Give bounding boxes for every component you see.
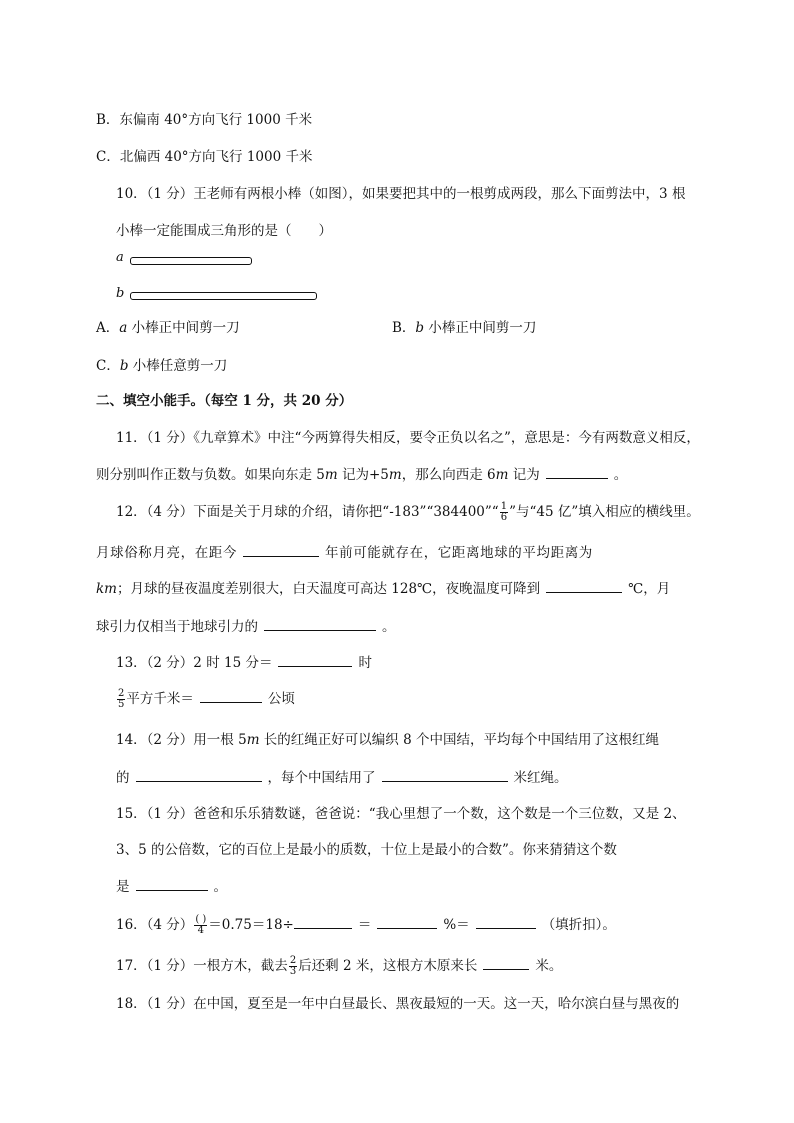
q14-line1: 14．（2 分）用一根 5m 长的红绳正好可以编织 8 个中国结，平均每个中国结用了这根红绳: [116, 732, 659, 748]
q10-option-a[interactable]: A．a 小棒正中间剪一刀: [96, 320, 240, 336]
q10-line1: 10．（1 分）王老师有两根小棒（如图），如果要把其中的一根剪成两段，那么下面剪法中，3 根: [116, 186, 686, 202]
q14-blank-1[interactable]: [136, 767, 262, 782]
q16-blank-3[interactable]: [476, 914, 536, 929]
q16-blank-1[interactable]: [294, 914, 352, 929]
q15-line2: 3、5 的公倍数，它的百位上是最小的质数，十位上是最小的合数”。你来猜猜这个数: [116, 842, 617, 858]
q12-line4: 球引力仅相当于地球引力的 。: [96, 616, 396, 637]
option-b-prev: B．东偏南 40°方向飞行 1000 千米: [96, 112, 313, 128]
q13-blank-1[interactable]: [278, 652, 352, 667]
q12-line3: km；月球的昼夜温度差别很大，白天温度可高达 128℃，夜晚温度可降到 ℃，月: [96, 578, 670, 599]
q16-line: 16．（4 分） $\frac{( )}{4}$ ＝0.75＝18÷ ＝ %＝ （填折扣）。: [116, 914, 616, 936]
stick-b-label: b: [116, 286, 125, 301]
q15-line1: 15．（1 分）爸爸和乐乐猜数谜，爸爸说：“我心里想了一个数，这个数是一个三位数，又是 2、: [116, 806, 686, 822]
q10-option-b[interactable]: B．b 小棒正中间剪一刀: [392, 320, 537, 336]
q12-blank-1[interactable]: [243, 542, 319, 557]
q14-line2: 的 ，每个中国结用了 米红绳。: [116, 767, 568, 788]
stick-a-label: a: [116, 250, 124, 265]
q13-blank-2[interactable]: [200, 688, 262, 703]
stick-a: [130, 257, 252, 265]
q12-line1: 12．（4 分）下面是关于月球的介绍，请你把“-183”“384400”“ $\frac{1}{6}$ ”与“45 亿”填入相应的横线里。: [116, 501, 700, 523]
q17-line: 17．（1 分）一根方木，截去 $\frac{2}{3}$ 后还剩 2 米，这根方木原来长 米。: [116, 955, 563, 977]
q13-line2: $\frac{2}{5}$ 平方千米＝ 公顷: [118, 688, 295, 710]
fraction-one-sixth: $\frac{1}{6}$: [500, 501, 508, 523]
q14-blank-2[interactable]: [382, 767, 508, 782]
option-c-prev: C．北偏西 40°方向飞行 1000 千米: [96, 149, 313, 165]
q15-blank[interactable]: [136, 876, 208, 891]
fraction-two-thirds: $\frac{2}{3}$: [289, 955, 297, 977]
q13-line1: 13．（2 分）2 时 15 分＝ 时: [116, 652, 372, 673]
q12-blank-2[interactable]: [546, 578, 622, 593]
q10-line2: 小棒一定能围成三角形的是（ ）: [116, 223, 332, 239]
stick-b: [130, 292, 317, 300]
q16-blank-2[interactable]: [377, 914, 437, 929]
q11-line1: 11．（1 分）《九章算术》中注“今两算得失相反，要令正负以名之”，意思是：今有两数意义相反，: [116, 430, 700, 446]
q17-blank[interactable]: [483, 955, 529, 970]
q18-line1: 18．（1 分）在中国，夏至是一年中白昼最长、黑夜最短的一天。这一天，哈尔滨白昼与黑夜的: [116, 996, 680, 1012]
fraction-two-fifths: $\frac{2}{5}$: [118, 688, 125, 710]
q11-answer-blank[interactable]: [546, 464, 608, 479]
fraction-blank-over-four: $\frac{( )}{4}$: [195, 914, 207, 936]
q11-line2: 则分别叫作正数与负数。如果向东走 5m 记为+5m，那么向西走 6m 记为 。: [96, 464, 627, 485]
q12-blank-3[interactable]: [264, 616, 376, 631]
q12-line2: 月球俗称月亮，在距今 年前可能就存在，它距离地球的平均距离为: [96, 542, 593, 563]
q15-line3: 是 。: [116, 876, 227, 897]
q10-option-c[interactable]: C．b 小棒任意剪一刀: [96, 358, 228, 374]
section-2-heading: 二、填空小能手。（每空 1 分，共 20 分）: [96, 393, 353, 409]
